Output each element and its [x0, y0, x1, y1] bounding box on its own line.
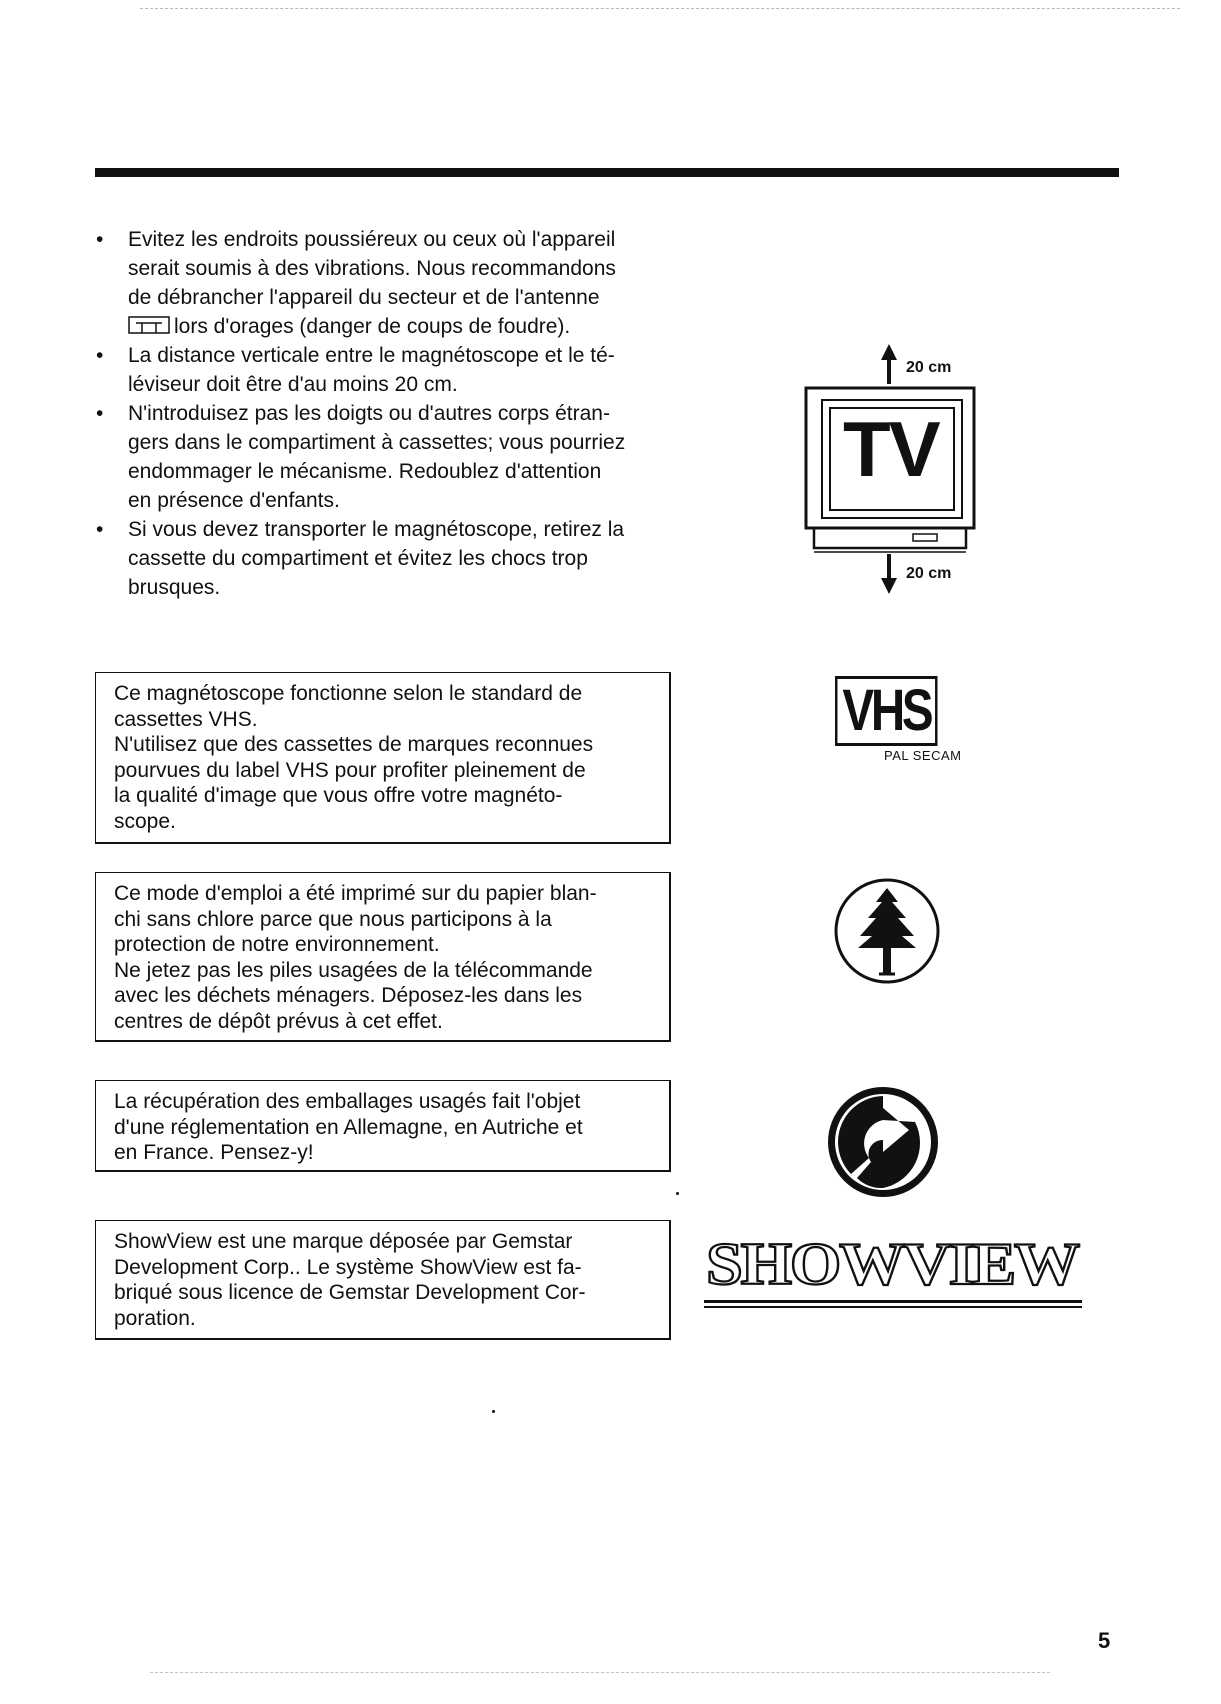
box-line: scope.: [114, 809, 176, 833]
tv-label: TV: [843, 405, 939, 493]
bullet-line: de débrancher l'appareil du secteur et de l'antenne: [128, 286, 600, 309]
vhs-logo: [835, 676, 970, 746]
box-line: protection de notre environnement.: [114, 933, 440, 956]
packaging-info-box: [95, 1080, 671, 1172]
environment-info-box: [95, 872, 671, 1042]
bullet-vertical-distance: [96, 341, 686, 399]
print-speck: [492, 1410, 495, 1413]
bullet-line: Evitez les endroits poussiéreux ou ceux où l'appareil: [128, 228, 616, 251]
box-line: Ce magnétoscope fonctionne selon le standard de: [114, 682, 583, 705]
scan-edge-bottom: [150, 1672, 1050, 1674]
box-line: poration.: [114, 1306, 196, 1330]
box-line: centres de dépôt prévus à cet effet.: [114, 1009, 443, 1033]
bullet-line: Si vous devez transporter le magnétoscope, retirez la: [128, 518, 625, 541]
box-line: chi sans chlore parce que nous participons à la: [114, 907, 552, 931]
box-line: avec les déchets ménagers. Déposez-les dans les: [114, 984, 583, 1007]
bullet-line: endommager le mécanisme. Redoublez d'attention: [128, 460, 602, 483]
bullet-foreign-objects: [96, 399, 686, 515]
bullet-line: N'introduisez pas les doigts ou d'autres corps étran-: [128, 402, 610, 425]
bullet-transport: [96, 515, 686, 602]
bullet-line: serait soumis à des vibrations. Nous recommandons: [128, 257, 616, 280]
box-line: en France. Pensez-y!: [114, 1141, 314, 1164]
bullet-line: lors d'orages (danger de coups de foudre).: [174, 315, 571, 338]
box-line: N'utilisez que des cassettes de marques reconnues: [114, 733, 594, 756]
bullet-dust-vibration: [96, 225, 686, 341]
box-line: Ne jetez pas les piles usagées de la télécommande: [114, 958, 593, 982]
box-line: pourvues du label VHS pour profiter pleinement de: [114, 758, 586, 782]
box-line: d'une réglementation en Allemagne, en Autriche et: [114, 1115, 583, 1139]
showview-info-box: [95, 1220, 671, 1340]
bullet-line: brusques.: [128, 576, 221, 599]
vcr-icon: [814, 528, 966, 552]
antenna-symbol-icon: [128, 315, 170, 335]
print-speck: [676, 1192, 679, 1195]
pal-secam-label: PAL SECAM: [884, 748, 962, 763]
bullet-line: cassette du compartiment et évitez les chocs trop: [128, 547, 588, 570]
arrow-up-icon: [881, 344, 897, 384]
tree-environment-icon: [832, 876, 942, 986]
scan-edge-top: [140, 8, 1180, 10]
box-line: briqué sous licence de Gemstar Development Cor-: [114, 1281, 586, 1304]
top-distance-label: 20 cm: [906, 359, 952, 376]
header-rule: [95, 168, 1119, 177]
box-line: ShowView est une marque déposée par Gemstar: [114, 1230, 573, 1253]
bottom-distance-label: 20 cm: [906, 565, 952, 582]
showview-logo-text: SHOWVIEW: [706, 1231, 1081, 1297]
arrow-down-icon: [881, 554, 897, 594]
bullet-line: gers dans le compartiment à cassettes; vous pourriez: [128, 431, 626, 454]
bullet-line: léviseur doit être d'au moins 20 cm.: [128, 373, 458, 396]
safety-bullet-list: [96, 225, 686, 602]
box-line: Development Corp.. Le système ShowView est fa-: [114, 1255, 582, 1279]
vhs-logo-text: VHS: [835, 676, 938, 746]
box-line: cassettes VHS.: [114, 707, 258, 731]
bullet-line: en présence d'enfants.: [128, 489, 340, 512]
bullet-line: La distance verticale entre le magnétoscope et le té-: [128, 344, 615, 367]
box-line: la qualité d'image que vous offre votre magnéto-: [114, 784, 563, 807]
vhs-info-box: [95, 672, 671, 844]
showview-logo: [702, 1220, 1084, 1320]
box-line: Ce mode d'emploi a été imprimé sur du papier blan-: [114, 882, 597, 905]
green-dot-recycling-icon: [823, 1082, 943, 1202]
page-number: 5: [1098, 1628, 1111, 1653]
box-line: La récupération des emballages usagés fait l'objet: [114, 1090, 581, 1113]
